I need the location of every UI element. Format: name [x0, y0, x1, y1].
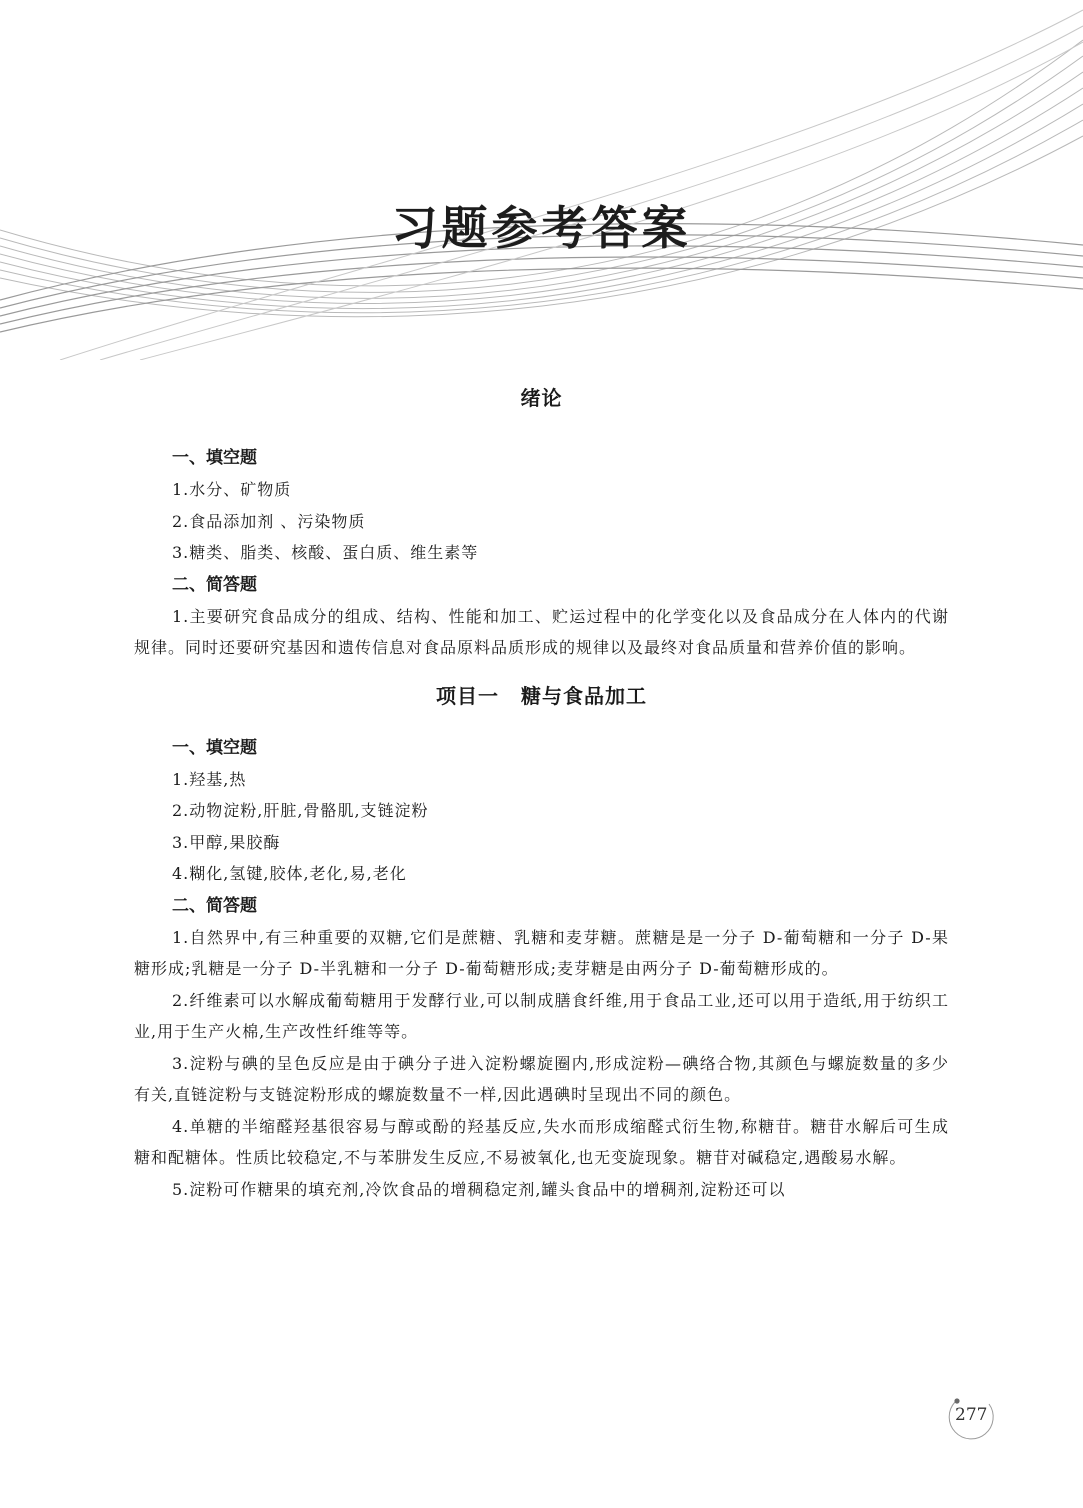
fill-blank-heading: 一、填空题 [172, 448, 257, 468]
short-answer-paragraph: 5.淀粉可作糖果的填充剂,冷饮食品的增稠稳定剂,罐头食品中的增稠剂,淀粉还可以 [172, 1179, 786, 1199]
fill-blank-item: 3.糖类、脂类、核酸、蛋白质、维生素等 [172, 543, 479, 562]
fill-blank-heading: 一、填空题 [172, 737, 257, 758]
short-answer-heading: 二、简答题 [172, 574, 257, 595]
short-answer-paragraph: 4.单糖的半缩醛羟基很容易与醇或酚的羟基反应,失水而形成缩醛式衍生物,称糖苷。糖苷水解后可生成糖和配糖体。性质比较稳定,不与苯肼发生反应,不易被氧化,也无变旋现象。糖苷对碱稳定,遇酸易水解。 [134, 1116, 949, 1167]
content-body [134, 380, 949, 1205]
short-answer-paragraph: 1.自然界中,有三种重要的双糖,它们是蔗糖、乳糖和麦芽糖。蔗糖是是一分子 D-葡萄糖和一分子 D-果糖形成;乳糖是一分子 D-半乳糖和一分子 D-葡萄糖形成;麦芽糖是由两分子 D-葡萄糖形成的。 [134, 927, 949, 978]
page-number: 277 [955, 1405, 988, 1425]
fill-blank-item: 2.动物淀粉,肝脏,骨骼肌,支链淀粉 [172, 801, 429, 820]
decorative-wave-banner [0, 0, 1083, 360]
fill-blank-item: 1.水分、矿物质 [172, 480, 292, 499]
section-title-label: 项目一 [436, 683, 499, 708]
section-title-text: 糖与食品加工 [521, 683, 647, 708]
fill-blank-item: 3.甲醇,果胶酶 [172, 832, 281, 852]
fill-blank-item: 4.糊化,氢键,胶体,老化,易,老化 [172, 864, 407, 883]
short-answer-paragraph: 2.纤维素可以水解成葡萄糖用于发酵行业,可以制成膳食纤维,用于食品工业,还可以用于造纸,用于纺织工业,用于生产火棉,生产改性纤维等等。 [134, 990, 949, 1041]
fill-blank-item: 2.食品添加剂 、污染物质 [172, 511, 366, 531]
fill-blank-item: 1.羟基,热 [172, 769, 247, 789]
section-title-intro: 绪论 [520, 386, 563, 410]
short-answer-paragraph: 3.淀粉与碘的呈色反应是由于碘分子进入淀粉螺旋圈内,形成淀粉—碘络合物,其颜色与螺旋数量的多少有关,直链淀粉与支链淀粉形成的螺旋数量不一样,因此遇碘时呈现出不同的颜色。 [134, 1053, 949, 1104]
page-title: 习题参考答案 [391, 201, 692, 255]
short-answer-paragraph: 1.主要研究食品成分的组成、结构、性能和加工、贮运过程中的化学变化以及食品成分在人体内的代谢规律。同时还要研究基因和遗传信息对食品原料品质形成的规律以及最终对食品质量和营养价值的影响。 [134, 606, 949, 657]
short-answer-heading: 二、简答题 [172, 895, 257, 916]
section-title-project-one [134, 678, 949, 714]
